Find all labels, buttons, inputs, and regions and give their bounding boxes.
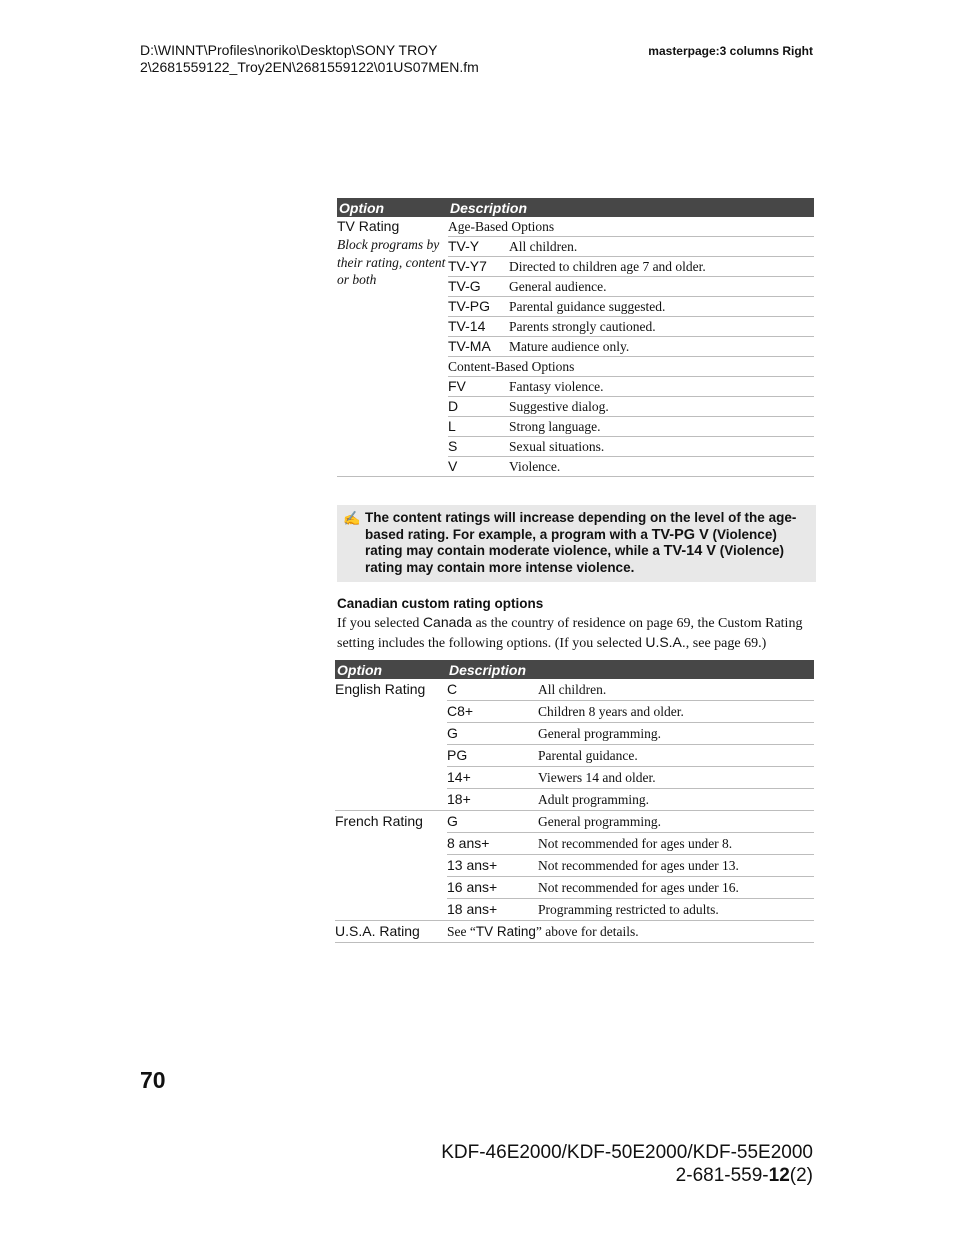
rating-code: TV-G <box>448 277 509 297</box>
file-path-line-2: 2\2681559122_Troy2EN\2681559122\01US07MEN.fm <box>140 59 479 75</box>
column-header-description: Description <box>448 198 814 217</box>
rating-code: FV <box>448 377 509 397</box>
rating-desc: All children. <box>509 237 814 257</box>
paragraph-text: as the country of residence on page 69, the Custom Rating setting includes the following options. (If you selected <box>337 616 803 651</box>
rating-code: G <box>447 723 538 745</box>
rating-desc: Children 8 years and older. <box>538 701 814 723</box>
tv-rating-table <box>337 198 814 477</box>
rating-code: TV-PG <box>448 297 509 317</box>
paragraph-term-usa: U.S.A. <box>645 634 686 650</box>
desc-text: ” above for details. <box>535 924 639 939</box>
paragraph-term-canada: Canada <box>422 614 472 630</box>
column-header-description: Description <box>447 660 814 679</box>
paragraph-text: , see page 69.) <box>685 636 767 651</box>
rating-desc: Viewers 14 and older. <box>538 767 814 789</box>
table-header-row <box>335 660 814 679</box>
rating-desc: General programming. <box>538 723 814 745</box>
rating-desc: Parents strongly cautioned. <box>509 317 814 337</box>
file-path-header <box>140 42 479 76</box>
rating-code: TV-MA <box>448 337 509 357</box>
table-row <box>337 217 814 237</box>
option-cell-usa: U.S.A. Rating <box>335 921 447 943</box>
paragraph-text: If you selected <box>337 616 423 631</box>
rating-code: 18 ans+ <box>447 899 538 921</box>
rating-desc: Parental guidance. <box>538 745 814 767</box>
rating-code: TV-Y7 <box>448 257 509 277</box>
page-number: 70 <box>140 1067 166 1093</box>
table-row <box>335 679 814 701</box>
rating-code: PG <box>447 745 538 767</box>
rating-desc: Suggestive dialog. <box>509 397 814 417</box>
note-text <box>365 510 815 576</box>
note-text-part: (Violence) rating may contain more intense violence. <box>365 543 785 575</box>
column-header-option: Option <box>337 198 448 217</box>
pencil-note-icon: ✍ <box>343 512 361 527</box>
note-text-part: (Violence) rating may contain moderate violence, while a <box>365 526 777 558</box>
rating-code: 14+ <box>447 767 538 789</box>
column-header-option: Option <box>335 660 447 679</box>
note-code-tv-14-v: TV-14 V <box>663 543 716 559</box>
rating-desc: Not recommended for ages under 13. <box>538 855 814 877</box>
rating-desc: Strong language. <box>509 417 814 437</box>
rating-desc: Not recommended for ages under 8. <box>538 833 814 855</box>
part-number-bold: 12 <box>768 1165 790 1186</box>
option-cell-tv-rating <box>337 217 448 477</box>
rating-desc: Mature audience only. <box>509 337 814 357</box>
note-code-tv-pg-v: TV-PG V <box>651 526 709 543</box>
file-path-line-1: D:\WINNT\Profiles\noriko\Desktop\SONY TROY <box>140 42 438 58</box>
rating-desc: All children. <box>538 679 814 701</box>
rating-desc: Sexual situations. <box>509 437 814 457</box>
rating-desc: Adult programming. <box>538 789 814 811</box>
usa-rating-desc <box>447 921 814 943</box>
rating-code: 16 ans+ <box>447 877 538 899</box>
canadian-rating-table <box>335 660 814 943</box>
rating-code: 18+ <box>447 789 538 811</box>
note-box <box>337 505 816 582</box>
rating-code: V <box>448 457 509 477</box>
rating-desc: Violence. <box>509 457 814 477</box>
age-based-header: Age-Based Options <box>448 217 814 237</box>
masterpage-label: masterpage:3 columns Right <box>648 44 813 58</box>
rating-desc: General audience. <box>509 277 814 297</box>
part-number-suffix: (2) <box>789 1165 813 1186</box>
rating-code: L <box>448 417 509 437</box>
desc-text: See “ <box>447 924 476 939</box>
rating-code: G <box>447 811 538 833</box>
table-header-row <box>337 198 814 217</box>
note-text-part: The content ratings will increase depending on the level of the age-based rating. For example, a program with a <box>365 510 797 542</box>
option-cell-english: English Rating <box>335 679 447 811</box>
rating-code: TV-Y <box>448 237 509 257</box>
model-numbers: KDF-46E2000/KDF-50E2000/KDF-55E2000 <box>441 1142 813 1163</box>
option-cell-french: French Rating <box>335 811 447 921</box>
rating-code: D <box>448 397 509 417</box>
rating-desc: Fantasy violence. <box>509 377 814 397</box>
rating-code: TV-14 <box>448 317 509 337</box>
rating-code: 13 ans+ <box>447 855 538 877</box>
option-title: TV Rating <box>337 218 400 234</box>
rating-desc: Not recommended for ages under 16. <box>538 877 814 899</box>
section-heading: Canadian custom rating options <box>337 596 544 611</box>
rating-desc: Directed to children age 7 and older. <box>509 257 814 277</box>
section-paragraph <box>337 613 815 653</box>
table-row <box>335 811 814 833</box>
rating-code: S <box>448 437 509 457</box>
rating-code: 8 ans+ <box>447 833 538 855</box>
content-based-header: Content-Based Options <box>448 357 814 377</box>
option-note: Block programs by their rating, content or both <box>337 237 446 287</box>
model-footer <box>441 1141 813 1187</box>
rating-code: C <box>447 679 538 701</box>
rating-desc: Programming restricted to adults. <box>538 899 814 921</box>
table-row <box>335 921 814 943</box>
part-number-prefix: 2-681-559- <box>675 1165 769 1186</box>
part-number <box>441 1164 813 1187</box>
rating-desc: Parental guidance suggested. <box>509 297 814 317</box>
rating-code: C8+ <box>447 701 538 723</box>
rating-desc: General programming. <box>538 811 814 833</box>
desc-term-tv-rating: TV Rating <box>475 924 536 939</box>
